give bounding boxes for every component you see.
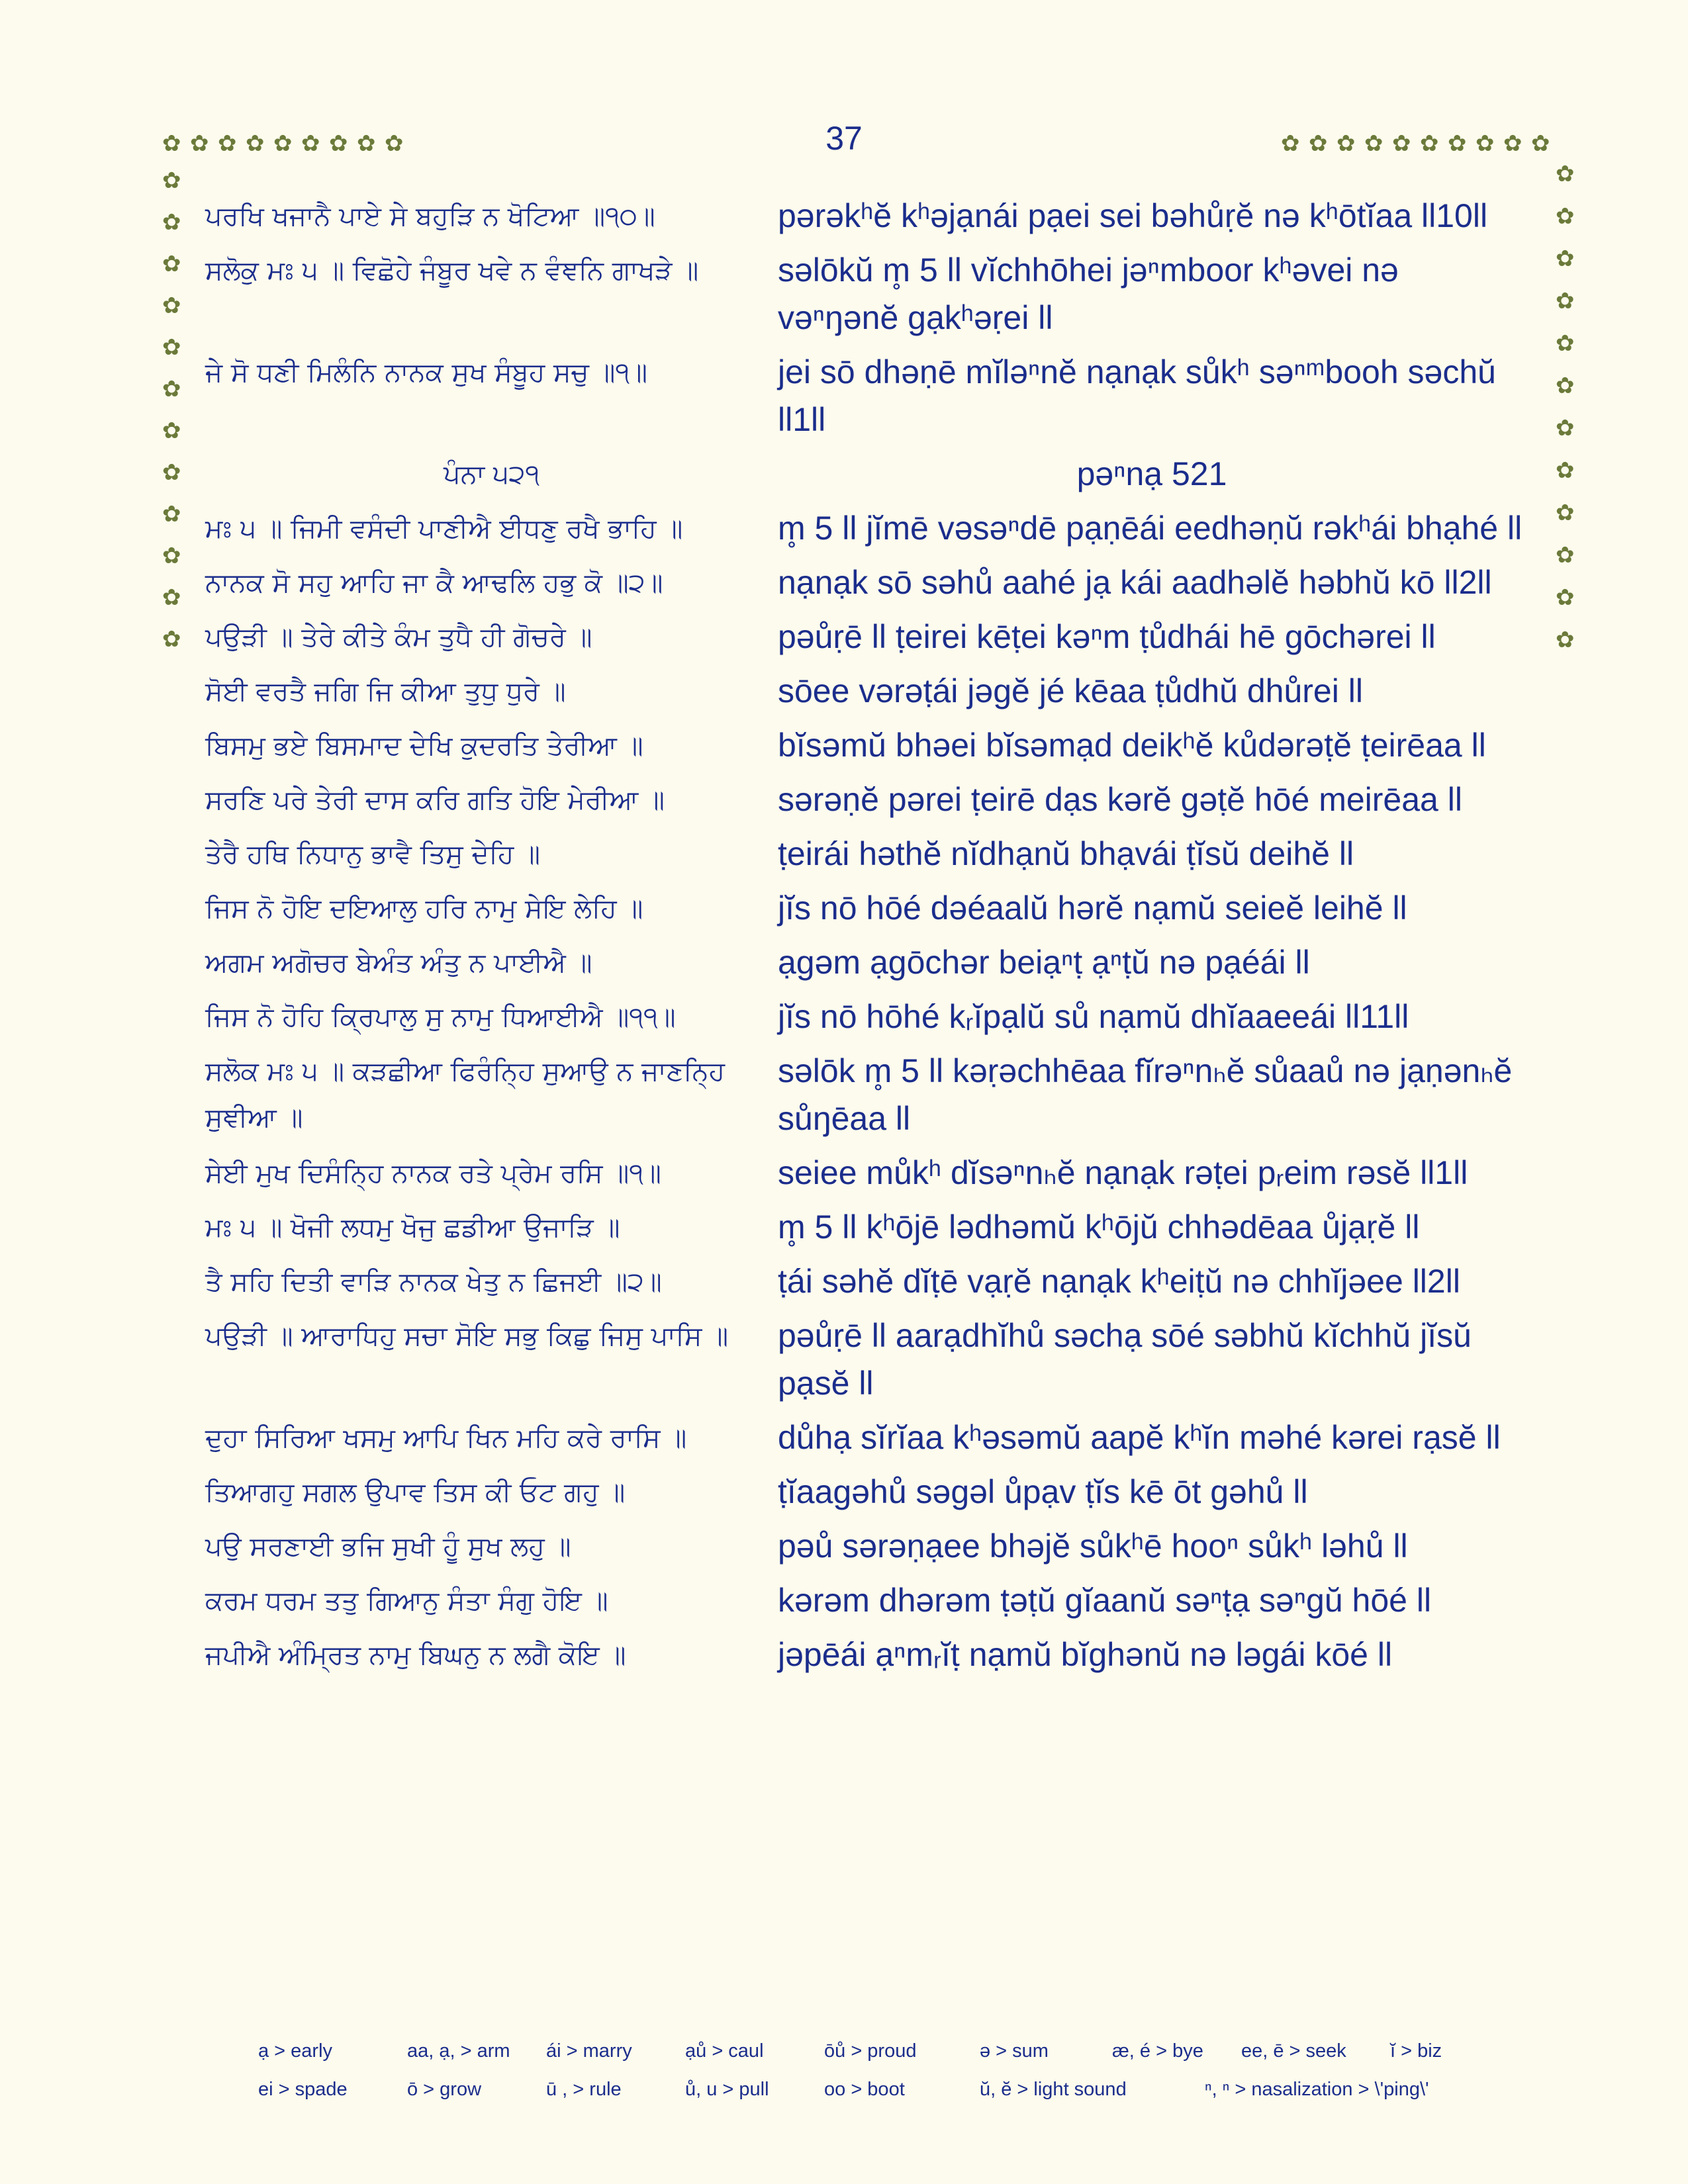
flower-icon: ✿ bbox=[1392, 130, 1411, 157]
flower-icon: ✿ bbox=[273, 130, 293, 157]
transliteration-text: pəůṛē ll ṭeirei kēṭei kəⁿm ṭůdhái hē gōchərei ll bbox=[778, 618, 1436, 655]
flower-icon: ✿ bbox=[1556, 457, 1575, 484]
verse-row bbox=[205, 1631, 1529, 1678]
legend-item: ĭ > biz bbox=[1390, 2040, 1442, 2062]
flower-icon: ✿ bbox=[162, 376, 181, 402]
gurmukhi-text: ਕਰਮ ਧਰਮ ਤਤੁ ਗਿਆਨੁ ਸੰਤਾ ਸੰਗੁ ਹੋਇ ॥ bbox=[205, 1586, 608, 1616]
verse-row bbox=[205, 559, 1529, 606]
legend-row bbox=[258, 2032, 1516, 2070]
gurmukhi-text: ਪਉੜੀ ॥ ਆਰਾਧਿਹੁ ਸਚਾ ਸੋਇ ਸਭੁ ਕਿਛੁ ਜਿਸੁ ਪਾਸਿ ॥ bbox=[205, 1321, 729, 1351]
flower-icon: ✿ bbox=[162, 293, 181, 319]
legend-item: ạ > early bbox=[258, 2040, 333, 2062]
verse-row bbox=[205, 613, 1529, 660]
transliteration-text: bĭsəmŭ bhəei bĭsəmạd deikʰĕ kůdərəṭĕ ṭeirēaa ll bbox=[778, 727, 1486, 764]
transliteration-text: jəpēái ạⁿmᵣĭṭ nạmŭ bĭghənŭ nə ləgái kōé ll bbox=[778, 1636, 1393, 1673]
gurmukhi-text: ਸਰਣਿ ਪਰੇ ਤੇਰੀ ਦਾਸ ਕਰਿ ਗਤਿ ਹੋਇ ਮੇਰੀਆ ॥ bbox=[205, 785, 665, 815]
transliteration-text: jĭs nō hōé dəéaalŭ hərĕ nạmŭ seieĕ leihĕ ll bbox=[778, 889, 1407, 927]
flower-icon: ✿ bbox=[1556, 161, 1575, 187]
flower-icon: ✿ bbox=[385, 130, 404, 157]
flower-icon: ✿ bbox=[1281, 130, 1300, 157]
flower-icon: ✿ bbox=[1448, 130, 1467, 157]
flower-icon: ✿ bbox=[162, 584, 181, 611]
transliteration-text: sōee vərəṭái jəgĕ jé kēaa ṭůdhŭ dhůrei ll bbox=[778, 672, 1363, 709]
flower-icon: ✿ bbox=[162, 626, 181, 653]
flower-icon: ✿ bbox=[162, 334, 181, 361]
gurmukhi-text: ਜਿਸ ਨੋ ਹੋਇ ਦਇਆਲੁ ਹਰਿ ਨਾਮੁ ਸੇਇ ਲੇਹਿ ॥ bbox=[205, 893, 643, 924]
verse-row bbox=[205, 884, 1529, 932]
flower-icon: ✿ bbox=[162, 501, 181, 527]
page-number: 37 bbox=[825, 120, 863, 157]
verse-row bbox=[205, 1522, 1529, 1570]
gurmukhi-text: ਮਃ ੫ ॥ ਖੋਜੀ ਲਧਮੁ ਖੋਜੁ ਛਡੀਆ ਉਜਾੜਿ ॥ bbox=[205, 1212, 620, 1243]
legend-item: ái > marry bbox=[546, 2040, 632, 2062]
gurmukhi-text: ਜਪੀਐ ਅੰਮ੍ਰਿਤ ਨਾਮੁ ਬਿਘਨੁ ਨ ਲਗੈ ਕੋਇ ॥ bbox=[205, 1640, 626, 1670]
flower-icon: ✿ bbox=[1556, 627, 1575, 653]
transliteration-text: m̥ 5 ll jĭmē vəsəⁿdē pạṇēái eedhəṇŭ rəkʰái bhạhé ll bbox=[778, 510, 1523, 547]
verse-row bbox=[205, 1203, 1529, 1251]
legend-item: oo > boot bbox=[824, 2078, 905, 2100]
flower-icon: ✿ bbox=[162, 130, 181, 157]
flower-icon: ✿ bbox=[1556, 330, 1575, 357]
flower-icon: ✿ bbox=[1476, 130, 1495, 157]
legend-item: aa, ạ, > arm bbox=[407, 2040, 510, 2062]
legend-item: æ, é > bye bbox=[1112, 2040, 1203, 2062]
transliteration-text: ṭái səhĕ dĭṭē vạṛĕ nạnạk kʰeiṭŭ nə chhĭjəee ll2ll bbox=[778, 1263, 1460, 1300]
verse-row bbox=[205, 192, 1529, 240]
gurmukhi-text: ਤੇਰੈ ਹਥਿ ਨਿਧਾਨੁ ਭਾਵੈ ਤਿਸੁ ਦੇਹਿ ॥ bbox=[205, 839, 541, 870]
transliteration-text: pərəkʰĕ kʰəjạnái pạei sei bəhůṛĕ nə kʰōtĭaa ll10ll bbox=[778, 197, 1488, 234]
gurmukhi-text: ਪਰਖਿ ਖਜਾਨੈ ਪਾਏ ਸੇ ਬਹੁੜਿ ਨ ਖੋਟਿਆ ॥੧੦॥ bbox=[205, 201, 655, 232]
legend-item: ō > grow bbox=[407, 2078, 482, 2100]
transliteration-text: m̥ 5 ll kʰōjē lədhəmŭ kʰōjŭ chhədēaa ůjạṛĕ ll bbox=[778, 1208, 1420, 1246]
gurmukhi-text: ਸੋਈ ਵਰਤੈ ਜਗਿ ਜਿ ਕੀਆ ਤੁਧੁ ਧੁਰੇ ॥ bbox=[205, 676, 566, 707]
gurmukhi-text: ਸਲੋਕੁ ਮਃ ੫ ॥ ਵਿਛੋਹੇ ਜੰਬੂਰ ਖਵੇ ਨ ਵੰਞਨਿ ਗਾਖੜੇ ॥ bbox=[205, 255, 699, 286]
gurmukhi-text: ਪਉ ਸਰਣਾਈ ਭਜਿ ਸੁਖੀ ਹੂੰ ਸੁਖ ਲਹੁ ॥ bbox=[205, 1531, 571, 1562]
flower-icon: ✿ bbox=[162, 209, 181, 236]
legend-item: ū , > rule bbox=[546, 2078, 622, 2100]
transliteration-text: pəů sərəṇạee bhəjĕ sůkʰē hooⁿ sůkʰ ləhů ll bbox=[778, 1527, 1408, 1565]
page-marker-row bbox=[205, 450, 1529, 498]
flower-icon: ✿ bbox=[1309, 130, 1328, 157]
flower-icon: ✿ bbox=[190, 130, 209, 157]
gurmukhi-text: ਨਾਨਕ ਸੋ ਸਹੁ ਆਹਿ ਜਾ ਕੈ ਆਢਲਿ ਹਭੁ ਕੋ ॥੨॥ bbox=[205, 568, 663, 598]
transliteration-text: pəⁿnạ 521 bbox=[1076, 455, 1227, 492]
verse-row bbox=[205, 1414, 1529, 1461]
flower-icon: ✿ bbox=[1556, 584, 1575, 611]
verse-row bbox=[205, 1312, 1529, 1407]
verse-row bbox=[205, 1149, 1529, 1197]
flower-icon: ✿ bbox=[1503, 130, 1523, 157]
flower-icon: ✿ bbox=[1556, 373, 1575, 399]
verse-table bbox=[205, 192, 1529, 1685]
flower-icon: ✿ bbox=[1556, 542, 1575, 569]
transliteration-text: ạgəm ạgōchər beiạⁿṭ ạⁿṭŭ nə pạéái ll bbox=[778, 944, 1310, 981]
flower-icon: ✿ bbox=[1336, 130, 1356, 157]
verse-row bbox=[205, 1257, 1529, 1305]
verse-row bbox=[205, 721, 1529, 769]
verse-row bbox=[205, 1468, 1529, 1516]
verse-row bbox=[205, 504, 1529, 552]
gurmukhi-text: ਤੈ ਸਹਿ ਦਿਤੀ ਵਾੜਿ ਨਾਨਕ ਖੇਤੁ ਨ ਛਿਜਈ ॥੨॥ bbox=[205, 1267, 662, 1297]
transliteration-text: pəůṛē ll aarạdhĭhů səchạ sōé səbhŭ kĭchhŭ jĭsŭ pạsĕ ll bbox=[778, 1317, 1472, 1402]
gurmukhi-text: ਤਿਆਗਹੁ ਸਗਲ ਉਪਾਵ ਤਿਸ ਕੀ ਓਟ ਗਹੁ ॥ bbox=[205, 1477, 626, 1508]
gurmukhi-text: ਮਃ ੫ ॥ ਜਿਮੀ ਵਸੰਦੀ ਪਾਣੀਐ ਈਧਣੁ ਰਖੈ ਭਾਹਿ ॥ bbox=[205, 514, 683, 544]
transliteration-text: nạnạk sō səhů aahé jạ kái aadhəlĕ həbhŭ kō ll2ll bbox=[778, 564, 1492, 601]
verse-row bbox=[205, 246, 1529, 341]
verse-row bbox=[205, 1047, 1529, 1142]
gurmukhi-text: ਬਿਸਮੁ ਭਏ ਬਿਸਮਾਦ ਦੇਖਿ ਕੁਦਰਤਿ ਤੇਰੀਆ ॥ bbox=[205, 731, 643, 761]
flower-icon: ✿ bbox=[1556, 246, 1575, 272]
legend-item: ⁿ, ⁿ > nasalization > \'ping\' bbox=[1205, 2078, 1429, 2100]
legend-item: ei > spade bbox=[258, 2078, 348, 2100]
transliteration-text: seiee můkʰ dĭsəⁿnₕĕ nạnạk rəṭei pᵣeim rəsĕ ll1ll bbox=[778, 1154, 1468, 1191]
legend-item: ạů > caul bbox=[685, 2040, 764, 2062]
flower-icon: ✿ bbox=[1420, 130, 1439, 157]
flower-icon: ✿ bbox=[246, 130, 265, 157]
transliteration-text: ṭeirái həthĕ nĭdhạnŭ bhạvái ṭĭsŭ deihĕ ll bbox=[778, 835, 1354, 872]
verse-row bbox=[205, 830, 1529, 878]
flower-icon: ✿ bbox=[1364, 130, 1383, 157]
flower-icon: ✿ bbox=[162, 459, 181, 486]
transliteration-text: jĭs nō hōhé kᵣĭpạlŭ sů nạmŭ dhĭaaeeái ll11ll bbox=[778, 998, 1409, 1035]
flower-icon: ✿ bbox=[162, 167, 181, 194]
verse-row bbox=[205, 938, 1529, 986]
flower-icon: ✿ bbox=[162, 543, 181, 569]
verse-row bbox=[205, 776, 1529, 823]
flower-icon: ✿ bbox=[162, 418, 181, 444]
gurmukhi-text: ਪਉੜੀ ॥ ਤੇਰੇ ਕੀਤੇ ਕੰਮ ਤੁਧੈ ਹੀ ਗੋਚਰੇ ॥ bbox=[205, 622, 592, 653]
flower-icon: ✿ bbox=[162, 251, 181, 277]
legend-item: ee, ē > seek bbox=[1241, 2040, 1346, 2062]
flower-icon: ✿ bbox=[357, 130, 376, 157]
verse-row bbox=[205, 993, 1529, 1040]
flower-icon: ✿ bbox=[1556, 203, 1575, 230]
transliteration-text: důhạ sĭrĭaa kʰəsəmŭ aapĕ kʰĭn məhé kərei rạsĕ ll bbox=[778, 1419, 1501, 1456]
gurmukhi-text: ਸੇਈ ਮੁਖ ਦਿਸੰਨ੍ਹਿ ਨਾਨਕ ਰਤੇ ਪ੍ਰੇਮ ਰਸਿ ॥੧॥ bbox=[205, 1158, 661, 1189]
legend-item: ōů > proud bbox=[824, 2040, 917, 2062]
flower-icon: ✿ bbox=[1556, 288, 1575, 314]
legend-item: ů, u > pull bbox=[685, 2078, 769, 2100]
transliteration-text: səlōkŭ m̥ 5 ll vĭchhōhei jəⁿmboor kʰəvei nə vəⁿŋənĕ gạkʰəṛei ll bbox=[778, 251, 1399, 336]
transliteration-text: ṭĭaagəhů səgəl ůpạv ṭĭs kē ōt gəhů ll bbox=[778, 1473, 1308, 1510]
flower-icon: ✿ bbox=[1556, 500, 1575, 526]
gurmukhi-text: ਜਿਸ ਨੋ ਹੋਹਿ ਕ੍ਰਿਪਾਲੁ ਸੁ ਨਾਮੁ ਧਿਆਈਐ ॥੧੧॥ bbox=[205, 1002, 676, 1032]
legend-item: ə > sum bbox=[980, 2040, 1049, 2062]
flower-icon: ✿ bbox=[329, 130, 348, 157]
flower-icon: ✿ bbox=[1556, 415, 1575, 441]
flower-icon: ✿ bbox=[218, 130, 237, 157]
gurmukhi-text: ਪੰਨਾ ੫੨੧ bbox=[443, 459, 540, 490]
gurmukhi-text: ਦੁਹਾ ਸਿਰਿਆ ਖਸਮੁ ਆਪਿ ਖਿਨ ਮਹਿ ਕਰੇ ਰਾਸਿ ॥ bbox=[205, 1423, 687, 1453]
flower-icon: ✿ bbox=[301, 130, 320, 157]
gurmukhi-text: ਅਗਮ ਅਗੋਚਰ ਬੇਅੰਤ ਅੰਤੁ ਨ ਪਾਈਐ ॥ bbox=[205, 948, 592, 978]
gurmukhi-text: ਜੇ ਸੋ ਧਣੀ ਮਿਲੰਨਿ ਨਾਨਕ ਸੁਖ ਸੰਬੂਹ ਸਚੁ ॥੧॥ bbox=[205, 357, 647, 388]
verse-row bbox=[205, 667, 1529, 715]
pronunciation-legend bbox=[258, 2032, 1516, 2109]
gurmukhi-text: ਸਲੋਕ ਮਃ ੫ ॥ ਕੜਛੀਆ ਫਿਰੰਨ੍ਹਿ ਸੁਆਉ ਨ ਜਾਣਨ੍ਹਿ ਸੁਞੀਆ ॥ bbox=[205, 1056, 726, 1133]
transliteration-text: səlōk m̥ 5 ll kəṛəchhēaa fĭrəⁿnₕĕ sůaaů nə jạṇənₕĕ sůŋēaa ll bbox=[778, 1052, 1513, 1137]
legend-item: ŭ, ĕ > light sound bbox=[980, 2078, 1127, 2100]
verse-row bbox=[205, 1576, 1529, 1624]
transliteration-text: jei sō dhəṇē mĭləⁿnĕ nạnạk sůkʰ səⁿᵐbooh səchŭ ll1ll bbox=[778, 353, 1496, 438]
legend-row bbox=[258, 2070, 1516, 2109]
flower-icon: ✿ bbox=[1531, 130, 1550, 157]
verse-row bbox=[205, 348, 1529, 443]
transliteration-text: kərəm dhərəm ṭəṭŭ gĭaanŭ səⁿṭạ səⁿgŭ hōé ll bbox=[778, 1582, 1432, 1619]
transliteration-text: sərəṇĕ pərei ṭeirē dạs kərĕ gəṭĕ hōé meirēaa ll bbox=[778, 781, 1462, 818]
